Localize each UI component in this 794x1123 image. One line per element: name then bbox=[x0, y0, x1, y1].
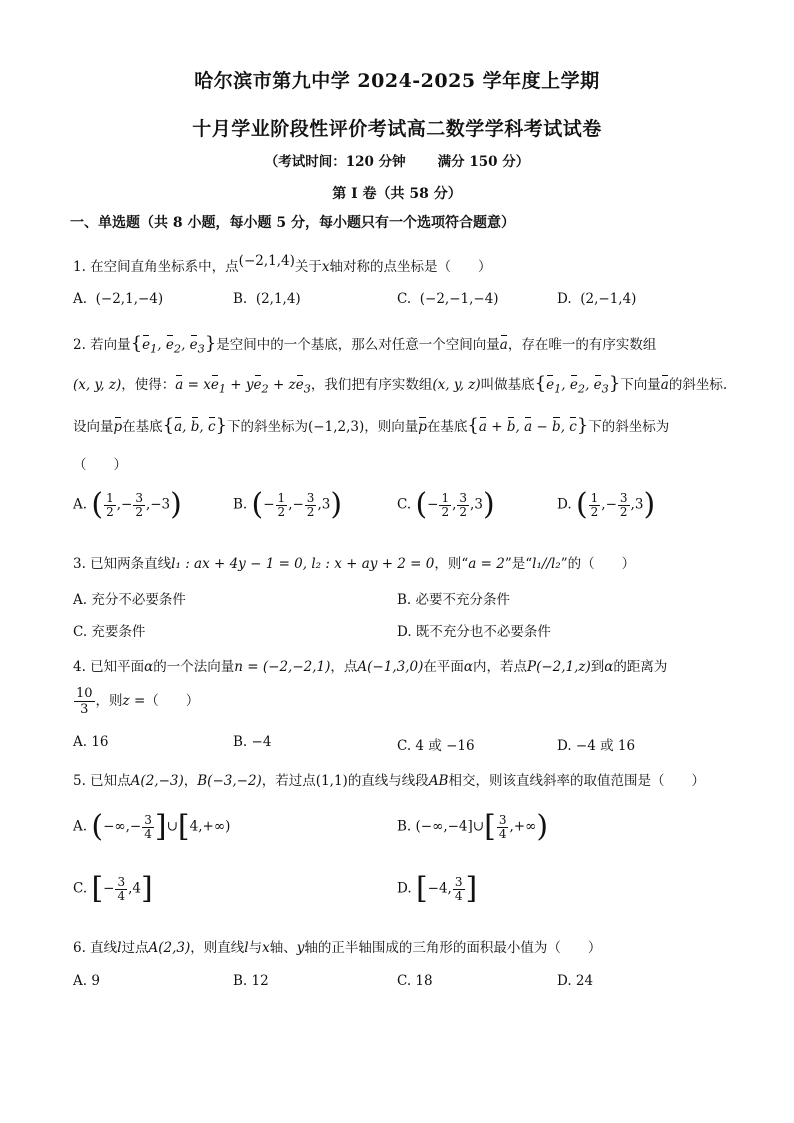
question-3-option-d[interactable]: D. 既不充分也不必要条件 bbox=[397, 624, 551, 640]
question-2-line-1: 2. 若向量{$e_1$, $e_2$, $e_3$}是空间中的一个基底，那么对任意一个空间向量a，存在唯一的有序实数组 bbox=[73, 333, 657, 356]
question-4-stem-cont: $\frac{10}{3}$ ，则z =（ ） bbox=[76, 686, 200, 717]
question-3-option-c[interactable]: C. 充要条件 bbox=[73, 624, 146, 640]
question-3-option-b[interactable]: B. 必要不充分条件 bbox=[397, 592, 511, 608]
exam-title-line2: 十月学业阶段性评价考试高二数学学科考试试卷 bbox=[192, 118, 602, 140]
question-2-option-a[interactable]: A. ( $\frac{1}{2}$ ,− $\frac{3}{2}$ ,−3) bbox=[73, 487, 182, 522]
question-1-stem: 1. 在空间直角坐标系中，点(−2,1,4)关于x轴对称的点坐标是（ ） bbox=[73, 253, 492, 275]
question-2-line-3: 设向量p在基底{a, b, c}下的斜坐标为(−1,2,3)，则向量p在基底{a + b, a − b, c}下的斜坐标为 bbox=[73, 415, 670, 436]
exam-title-line1: 哈尔滨市第九中学 2024-2025 学年度上学期 bbox=[194, 70, 600, 92]
question-3-stem: 3. 已知两条直线l₁ : ax + 4y − 1 = 0, l₂ : x + ay + 2 = 0，则“a = 2”是“l₁//l₂”的（ ） bbox=[73, 556, 636, 572]
question-1-option-a[interactable]: A. (−2,1,−4) bbox=[73, 291, 164, 307]
question-4-option-a[interactable]: A. 16 bbox=[73, 734, 109, 750]
full-score: 满分 150 分） bbox=[437, 154, 530, 170]
question-5-stem: 5. 已知点A(2,−3)，B(−3,−2)，若过点(1,1)的直线与线段AB相交，则该直线斜率的取值范围是（ ） bbox=[73, 773, 705, 789]
question-2-option-b[interactable]: B. (− $\frac{1}{2}$ ,− $\frac{3}{2}$ ,3) bbox=[233, 487, 343, 522]
volume-heading: 第 I 卷（共 58 分） bbox=[332, 186, 462, 202]
question-6-option-a[interactable]: A. 9 bbox=[73, 973, 100, 989]
question-2-answer-paren: （ ） bbox=[73, 457, 127, 473]
question-6-option-c[interactable]: C. 18 bbox=[397, 973, 433, 989]
question-4-option-d[interactable]: D. −4 或 16 bbox=[557, 738, 636, 754]
question-4-option-c[interactable]: C. 4 或 −16 bbox=[397, 738, 475, 754]
question-6-stem: 6. 直线l过点A(2,3)，则直线l与x轴、y轴的正半轴围成的三角形的面积最小值为（ ） bbox=[73, 940, 602, 956]
question-3-option-a[interactable]: A. 充分不必要条件 bbox=[73, 592, 186, 608]
question-1-option-c[interactable]: C. (−2,−1,−4) bbox=[397, 291, 499, 307]
question-6-option-d[interactable]: D. 24 bbox=[557, 973, 594, 989]
question-2-option-d[interactable]: D. ( $\frac{1}{2}$ ,− $\frac{3}{2}$ ,3) bbox=[557, 487, 656, 522]
section-heading: 一、单选题（共 8 小题，每小题 5 分，每小题只有一个选项符合题意） bbox=[70, 215, 515, 231]
question-1-option-b[interactable]: B. (2,1,4) bbox=[233, 291, 301, 307]
exam-info bbox=[0, 150, 794, 170]
question-5-option-a[interactable]: A. (−∞,− $\frac{3}{4}$ ]∪[4,+∞) bbox=[73, 809, 231, 844]
question-4-stem: 4. 已知平面α的一个法向量n = (−2,−2,1)，点A(−1,3,0)在平面α内，若点P(−2,1,z)到α的距离为 bbox=[73, 659, 668, 675]
question-6-option-b[interactable]: B. 12 bbox=[233, 973, 269, 989]
question-5-option-b[interactable]: B. (−∞,−4]∪[ $\frac{3}{4}$ ,+∞) bbox=[397, 809, 549, 844]
question-2-option-c[interactable]: C. (− $\frac{1}{2}$ , $\frac{3}{2}$ ,3) bbox=[397, 487, 495, 522]
question-5-option-d[interactable]: D. [−4, $\frac{3}{4}$ ] bbox=[397, 871, 478, 906]
question-1-option-d[interactable]: D. (2,−1,4) bbox=[557, 291, 637, 307]
question-2-line-2: (x, y, z)，使得：$a = xe_1 + ye_2 + ze_3$，我们把有序实数组(x, y, z)叫做基底{$e_1$, $e_2$, $e_3$}下向量a的斜坐标. bbox=[73, 373, 728, 396]
question-4-option-b[interactable]: B. −4 bbox=[233, 734, 272, 750]
exam-time: （考试时间：120 分钟 bbox=[264, 154, 406, 170]
question-5-option-c[interactable]: C. [− $\frac{3}{4}$ ,4] bbox=[73, 871, 153, 906]
